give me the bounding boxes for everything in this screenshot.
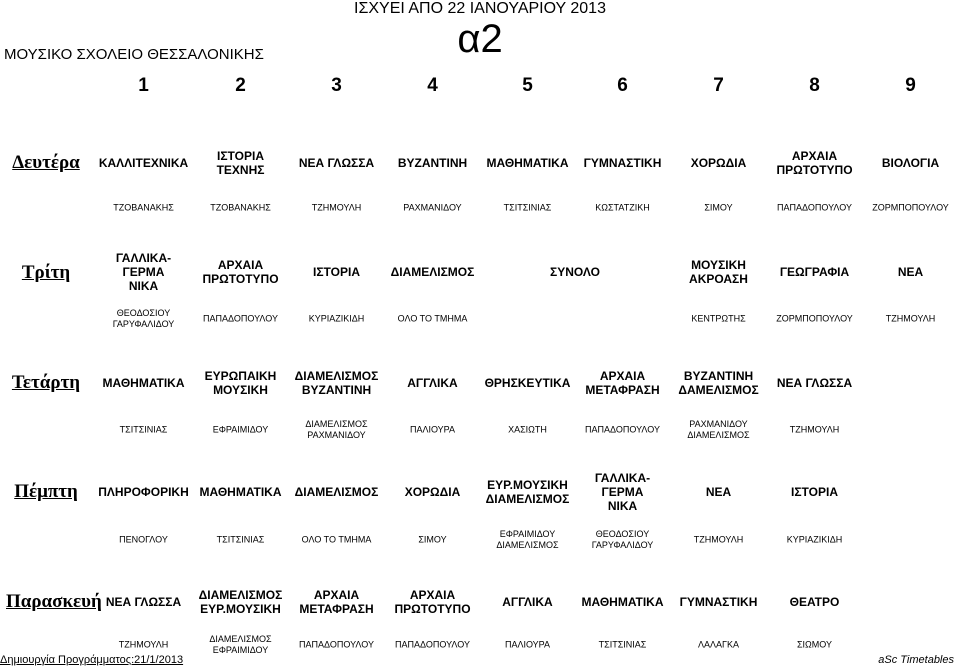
subject-cell: ΑΡΧΑΙΑ ΠΡΩΤΟΤΥΠΟ bbox=[202, 258, 279, 286]
teacher-cell: ΤΖΗΜΟΥΛΗ bbox=[311, 202, 362, 213]
subject-cell: ΝΕΑ ΓΛΩΣΣΑ bbox=[298, 156, 375, 170]
teacher-cell: ΔΙΑΜΕΛΙΣΜΟΣ ΡΑΧΜΑΝΙΔΟΥ bbox=[305, 419, 368, 440]
period-number: 7 bbox=[713, 75, 724, 96]
subject-cell: ΘΡΗΣΚΕΥΤΙΚΑ bbox=[484, 376, 571, 390]
teacher-cell: ΚΥΡΙΑΖΙΚΙΔΗ bbox=[308, 313, 365, 324]
subject-cell: ΑΡΧΑΙΑ ΜΕΤΑΦΡΑΣΗ bbox=[299, 588, 374, 616]
subject-cell: ΑΓΓΛΙΚΑ bbox=[407, 376, 458, 390]
subject-cell: ΑΡΧΑΙΑ ΠΡΩΤΟΤΥΠΟ bbox=[776, 149, 853, 177]
teacher-cell: ΟΛΟ ΤΟ ΤΜΗΜΑ bbox=[301, 534, 372, 545]
subject-cell: ΜΑΘΗΜΑΤΙΚΑ bbox=[581, 595, 664, 609]
teacher-cell: ΤΣΙΤΣΙΝΙΑΣ bbox=[598, 639, 647, 650]
teacher-cell: ΔΙΑΜΕΛΙΣΜΟΣ ΕΦΡΑΙΜΙΔΟΥ bbox=[209, 634, 272, 655]
subject-cell: ΓΥΜΝΑΣΤΙΚΗ bbox=[679, 595, 758, 609]
subject-cell: ΜΑΘΗΜΑΤΙΚΑ bbox=[199, 485, 282, 499]
teacher-cell: ΤΣΙΤΣΙΝΙΑΣ bbox=[503, 202, 552, 213]
teacher-cell: ΚΥΡΙΑΖΙΚΙΔΗ bbox=[786, 534, 843, 545]
subject-cell: ΕΥΡ.ΜΟΥΣΙΚΗ ΔΙΑΜΕΛΙΣΜΟΣ bbox=[485, 478, 570, 506]
subject-cell: ΙΣΤΟΡΙΑ bbox=[791, 485, 838, 499]
day-label: Πέμπτη bbox=[14, 481, 78, 502]
subject-cell: ΔΙΑΜΕΛΙΣΜΟΣ bbox=[390, 265, 475, 279]
teacher-cell: ΠΑΠΑΔΟΠΟΥΛΟΥ bbox=[585, 424, 660, 435]
teacher-cell: ΕΦΡΑΙΜΙΔΟΥ ΔΙΑΜΕΛΙΣΜΟΣ bbox=[496, 529, 559, 550]
creation-date: Δημιουργία Προγράμματος:21/1/2013 bbox=[0, 654, 184, 666]
teacher-cell: ΕΦΡΑΙΜΙΔΟΥ bbox=[212, 424, 269, 435]
subject-cell: ΝΕΑ bbox=[897, 265, 924, 279]
teacher-cell: ΧΑΣΙΩΤΗ bbox=[508, 424, 547, 435]
teacher-cell: ΛΑΛΑΓΚΑ bbox=[698, 639, 739, 650]
day-label: Παρασκευή bbox=[6, 591, 102, 612]
subject-cell: ΜΑΘΗΜΑΤΙΚΑ bbox=[486, 156, 569, 170]
subject-cell: ΝΕΑ ΓΛΩΣΣΑ bbox=[105, 595, 182, 609]
subject-cell: ΓΕΩΓΡΑΦΙΑ bbox=[779, 265, 850, 279]
subject-cell: ΓΑΛΛΙΚΑ-ΓΕΡΜΑ ΝΙΚΑ bbox=[594, 471, 651, 513]
school-name: ΜΟΥΣΙΚΟ ΣΧΟΛΕΙΟ ΘΕΣΣΑΛΟΝΙΚΗΣ bbox=[4, 46, 264, 63]
teacher-cell: ΟΛΟ ΤΟ ΤΜΗΜΑ bbox=[397, 313, 468, 324]
subject-cell: ΜΑΘΗΜΑΤΙΚΑ bbox=[102, 376, 185, 390]
period-number: 2 bbox=[235, 75, 246, 96]
validity-date: ΙΣΧΥΕΙ ΑΠΟ 22 ΙΑΝΟΥΑΡΙΟΥ 2013 bbox=[354, 0, 606, 17]
subject-cell: ΑΡΧΑΙΑ ΠΡΩΤΟΤΥΠΟ bbox=[394, 588, 471, 616]
teacher-cell: ΤΖΗΜΟΥΛΗ bbox=[693, 534, 744, 545]
teacher-cell: ΣΙΩΜΟΥ bbox=[796, 639, 832, 650]
subject-cell: ΔΙΑΜΕΛΙΣΜΟΣ bbox=[294, 485, 379, 499]
teacher-cell: ΠΑΛΙΟΥΡΑ bbox=[504, 639, 551, 650]
subject-cell: ΓΑΛΛΙΚΑ-ΓΕΡΜΑ ΝΙΚΑ bbox=[115, 251, 172, 293]
period-number: 1 bbox=[138, 75, 149, 96]
subject-cell: ΝΕΑ bbox=[705, 485, 732, 499]
teacher-cell: ΤΖΟΒΑΝΑΚΗΣ bbox=[113, 202, 174, 213]
subject-cell: ΧΟΡΩΔΙΑ bbox=[690, 156, 747, 170]
subject-cell: ΓΥΜΝΑΣΤΙΚΗ bbox=[583, 156, 662, 170]
subject-cell: ΑΓΓΛΙΚΑ bbox=[502, 595, 553, 609]
subject-cell: ΣΥΝΟΛΟ bbox=[550, 265, 600, 279]
subject-cell: ΒΙΟΛΟΓΙΑ bbox=[881, 156, 940, 170]
period-number: 9 bbox=[905, 75, 916, 96]
teacher-cell: ΣΙΜΟΥ bbox=[704, 202, 733, 213]
subject-cell: ΧΟΡΩΔΙΑ bbox=[404, 485, 461, 499]
teacher-cell: ΠΑΠΑΔΟΠΟΥΛΟΥ bbox=[395, 639, 470, 650]
teacher-cell: ΣΙΜΟΥ bbox=[418, 534, 447, 545]
subject-cell: ΙΣΤΟΡΙΑ bbox=[313, 265, 360, 279]
subject-cell: ΑΡΧΑΙΑ ΜΕΤΑΦΡΑΣΗ bbox=[585, 369, 660, 397]
teacher-cell: ΠΕΝΟΓΛΟΥ bbox=[119, 534, 168, 545]
teacher-cell: ΘΕΟΔΟΣΙΟΥ ΓΑΡΥΦΑΛΙΔΟΥ bbox=[591, 529, 654, 550]
subject-cell: ΕΥΡΩΠΑΙΚΗ ΜΟΥΣΙΚΗ bbox=[204, 369, 277, 397]
period-number: 8 bbox=[809, 75, 820, 96]
teacher-cell: ΤΖΟΒΑΝΑΚΗΣ bbox=[210, 202, 271, 213]
teacher-cell: ΠΑΠΑΔΟΠΟΥΛΟΥ bbox=[299, 639, 374, 650]
subject-cell: ΝΕΑ ΓΛΩΣΣΑ bbox=[776, 376, 853, 390]
teacher-cell: ΡΑΧΜΑΝΙΔΟΥ bbox=[403, 202, 462, 213]
teacher-cell: ΖΟΡΜΠΟΠΟΥΛΟΥ bbox=[872, 202, 949, 213]
subject-cell: ΔΙΑΜΕΛΙΣΜΟΣ ΕΥΡ.ΜΟΥΣΙΚΗ bbox=[198, 588, 283, 616]
teacher-cell: ΖΟΡΜΠΟΠΟΥΛΟΥ bbox=[776, 313, 853, 324]
teacher-cell: ΤΖΗΜΟΥΛΗ bbox=[789, 424, 840, 435]
teacher-cell: ΤΖΗΜΟΥΛΗ bbox=[885, 313, 936, 324]
period-number: 6 bbox=[617, 75, 628, 96]
teacher-cell: ΤΣΙΤΣΙΝΙΑΣ bbox=[216, 534, 265, 545]
subject-cell: ΒΥΖΑΝΤΙΝΗ bbox=[397, 156, 468, 170]
day-label: Δευτέρα bbox=[12, 152, 80, 173]
period-number: 5 bbox=[522, 75, 533, 96]
day-label: Τετάρτη bbox=[11, 372, 81, 393]
teacher-cell: ΚΩΣΤΑΤΖΙΚΗ bbox=[595, 202, 650, 213]
teacher-cell: ΚΕΝΤΡΩΤΗΣ bbox=[691, 313, 746, 324]
subject-cell: ΔΙΑΜΕΛΙΣΜΟΣ ΒΥΖΑΝΤΙΝΗ bbox=[294, 369, 379, 397]
teacher-cell: ΠΑΠΑΔΟΠΟΥΛΟΥ bbox=[777, 202, 852, 213]
teacher-cell: ΡΑΧΜΑΝΙΔΟΥ ΔΙΑΜΕΛΙΣΜΟΣ bbox=[687, 419, 750, 440]
subject-cell: ΠΛΗΡΟΦΟΡΙΚΗ bbox=[98, 485, 189, 499]
subject-cell: ΚΑΛΛΙΤΕΧΝΙΚΑ bbox=[98, 156, 189, 170]
class-name: α2 bbox=[457, 17, 503, 61]
subject-cell: ΘΕΑΤΡΟ bbox=[789, 595, 840, 609]
teacher-cell: ΠΑΛΙΟΥΡΑ bbox=[409, 424, 456, 435]
teacher-cell: ΠΑΠΑΔΟΠΟΥΛΟΥ bbox=[203, 313, 278, 324]
teacher-cell: ΘΕΟΔΟΣΙΟΥ ΓΑΡΥΦΑΛΙΔΟΥ bbox=[112, 308, 175, 329]
subject-cell: ΒΥΖΑΝΤΙΝΗ ΔΑΜΕΛΙΣΜΟΣ bbox=[678, 369, 759, 397]
subject-cell: ΙΣΤΟΡΙΑ ΤΕΧΝΗΣ bbox=[216, 149, 265, 177]
period-number: 3 bbox=[331, 75, 342, 96]
teacher-cell: ΤΖΗΜΟΥΛΗ bbox=[118, 639, 169, 650]
day-label: Τρίτη bbox=[21, 262, 71, 283]
subject-cell: ΜΟΥΣΙΚΗ ΑΚΡΟΑΣΗ bbox=[689, 258, 748, 286]
period-number: 4 bbox=[427, 75, 438, 96]
teacher-cell: ΤΣΙΤΣΙΝΙΑΣ bbox=[119, 424, 168, 435]
generator-name: aSc Timetables bbox=[878, 654, 954, 666]
